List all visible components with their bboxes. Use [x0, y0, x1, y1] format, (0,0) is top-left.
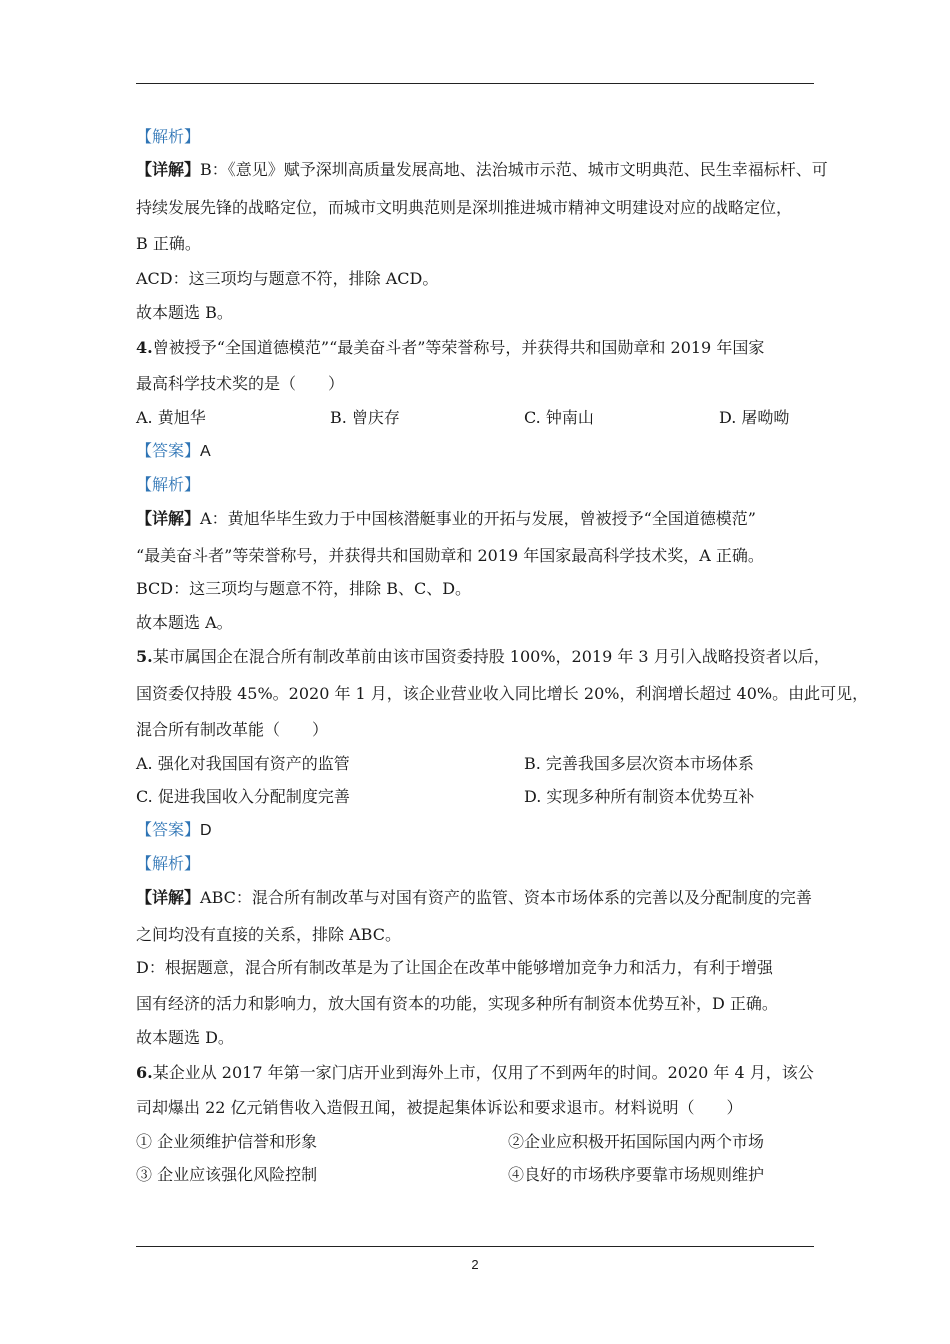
option-b: B. 完善我国多层次资本市场体系 — [524, 754, 754, 773]
analysis-label: 【解析】 — [136, 475, 201, 494]
option-a: A. 强化对我国国有资产的监管 — [136, 754, 350, 773]
analysis-label: 【解析】 — [136, 127, 201, 146]
detail-line: 故本题选 A。 — [136, 613, 233, 632]
option-d: D. 屠呦呦 — [719, 408, 790, 427]
detail-line: 【详解】ABC：混合所有制改革与对国有资产的监管、资本市场体系的完善以及分配制度的完善 — [136, 888, 812, 907]
option-3: ③ 企业应该强化风险控制 — [136, 1165, 318, 1184]
option-1: ① 企业须维护信誉和形象 — [136, 1132, 318, 1151]
detail-line: 故本题选 D。 — [136, 1028, 234, 1047]
option-d: D. 实现多种所有制资本优势互补 — [524, 787, 755, 806]
detail-line: 【详解】A：黄旭华毕生致力于中国核潜艇事业的开拓与发展，曾被授予“全国道德模范” — [136, 509, 756, 528]
question-5-stem: 国资委仅持股 45%。2020 年 1 月，该企业营业收入同比增长 20%，利润增长超过 40%。由此可见， — [136, 684, 869, 703]
detail-line: 持续发展先锋的战略定位，而城市文明典范则是深圳推进城市精神文明建设对应的战略定位， — [136, 198, 793, 217]
question-6-stem: 司却爆出 22 亿元销售收入造假丑闻，被提起集体诉讼和要求退市。材料说明（ ） — [136, 1098, 743, 1117]
answer-line: 【答案】D — [136, 820, 212, 839]
detail-line: 故本题选 B。 — [136, 303, 233, 322]
detail-line: BCD：这三项均与题意不符，排除 B、C、D。 — [136, 579, 472, 598]
answer-line: 【答案】A — [136, 441, 211, 460]
detail-line: 国有经济的活力和影响力，放大国有资本的功能，实现多种所有制资本优势互补，D 正确。 — [136, 994, 778, 1013]
detail-line: D：根据题意，混合所有制改革是为了让国企在改革中能够增加竞争力和活力，有利于增强 — [136, 958, 773, 977]
option-c: C. 促进我国收入分配制度完善 — [136, 787, 350, 806]
detail-line: B 正确。 — [136, 234, 201, 253]
page-number: 2 — [471, 1257, 479, 1272]
analysis-label: 【解析】 — [136, 854, 201, 873]
question-4-stem: 最高科学技术奖的是（ ） — [136, 374, 345, 393]
footer-rule — [136, 1246, 814, 1247]
detail-line: ACD：这三项均与题意不符，排除 ACD。 — [136, 269, 439, 288]
option-2: ②企业应积极开拓国际国内两个市场 — [508, 1132, 765, 1151]
question-5-stem: 5.某市属国企在混合所有制改革前由该市国资委持股 100%，2019 年 3 月引入战略投资者以后， — [136, 647, 830, 666]
option-b: B. 曾庆存 — [330, 408, 400, 427]
detail-line: 【详解】B：《意见》赋予深圳高质量发展高地、法治城市示范、城市文明典范、民生幸福标杆、可 — [136, 160, 828, 179]
question-5-stem: 混合所有制改革能（ ） — [136, 720, 329, 739]
option-a: A. 黄旭华 — [136, 408, 206, 427]
question-4-stem: 4.曾被授予“全国道德模范”“最美奋斗者”等荣誉称号，并获得共和国勋章和 2019 年国家 — [136, 338, 765, 357]
detail-line: “最美奋斗者”等荣誉称号，并获得共和国勋章和 2019 年国家最高科学技术奖，A 正确。 — [136, 546, 764, 565]
option-4: ④良好的市场秩序要靠市场规则维护 — [508, 1165, 765, 1184]
option-c: C. 钟南山 — [524, 408, 594, 427]
header-rule — [136, 83, 814, 84]
question-6-stem: 6.某企业从 2017 年第一家门店开业到海外上市，仅用了不到两年的时间。2020 年 4 月，该公 — [136, 1063, 814, 1082]
detail-line: 之间均没有直接的关系，排除 ABC。 — [136, 925, 401, 944]
